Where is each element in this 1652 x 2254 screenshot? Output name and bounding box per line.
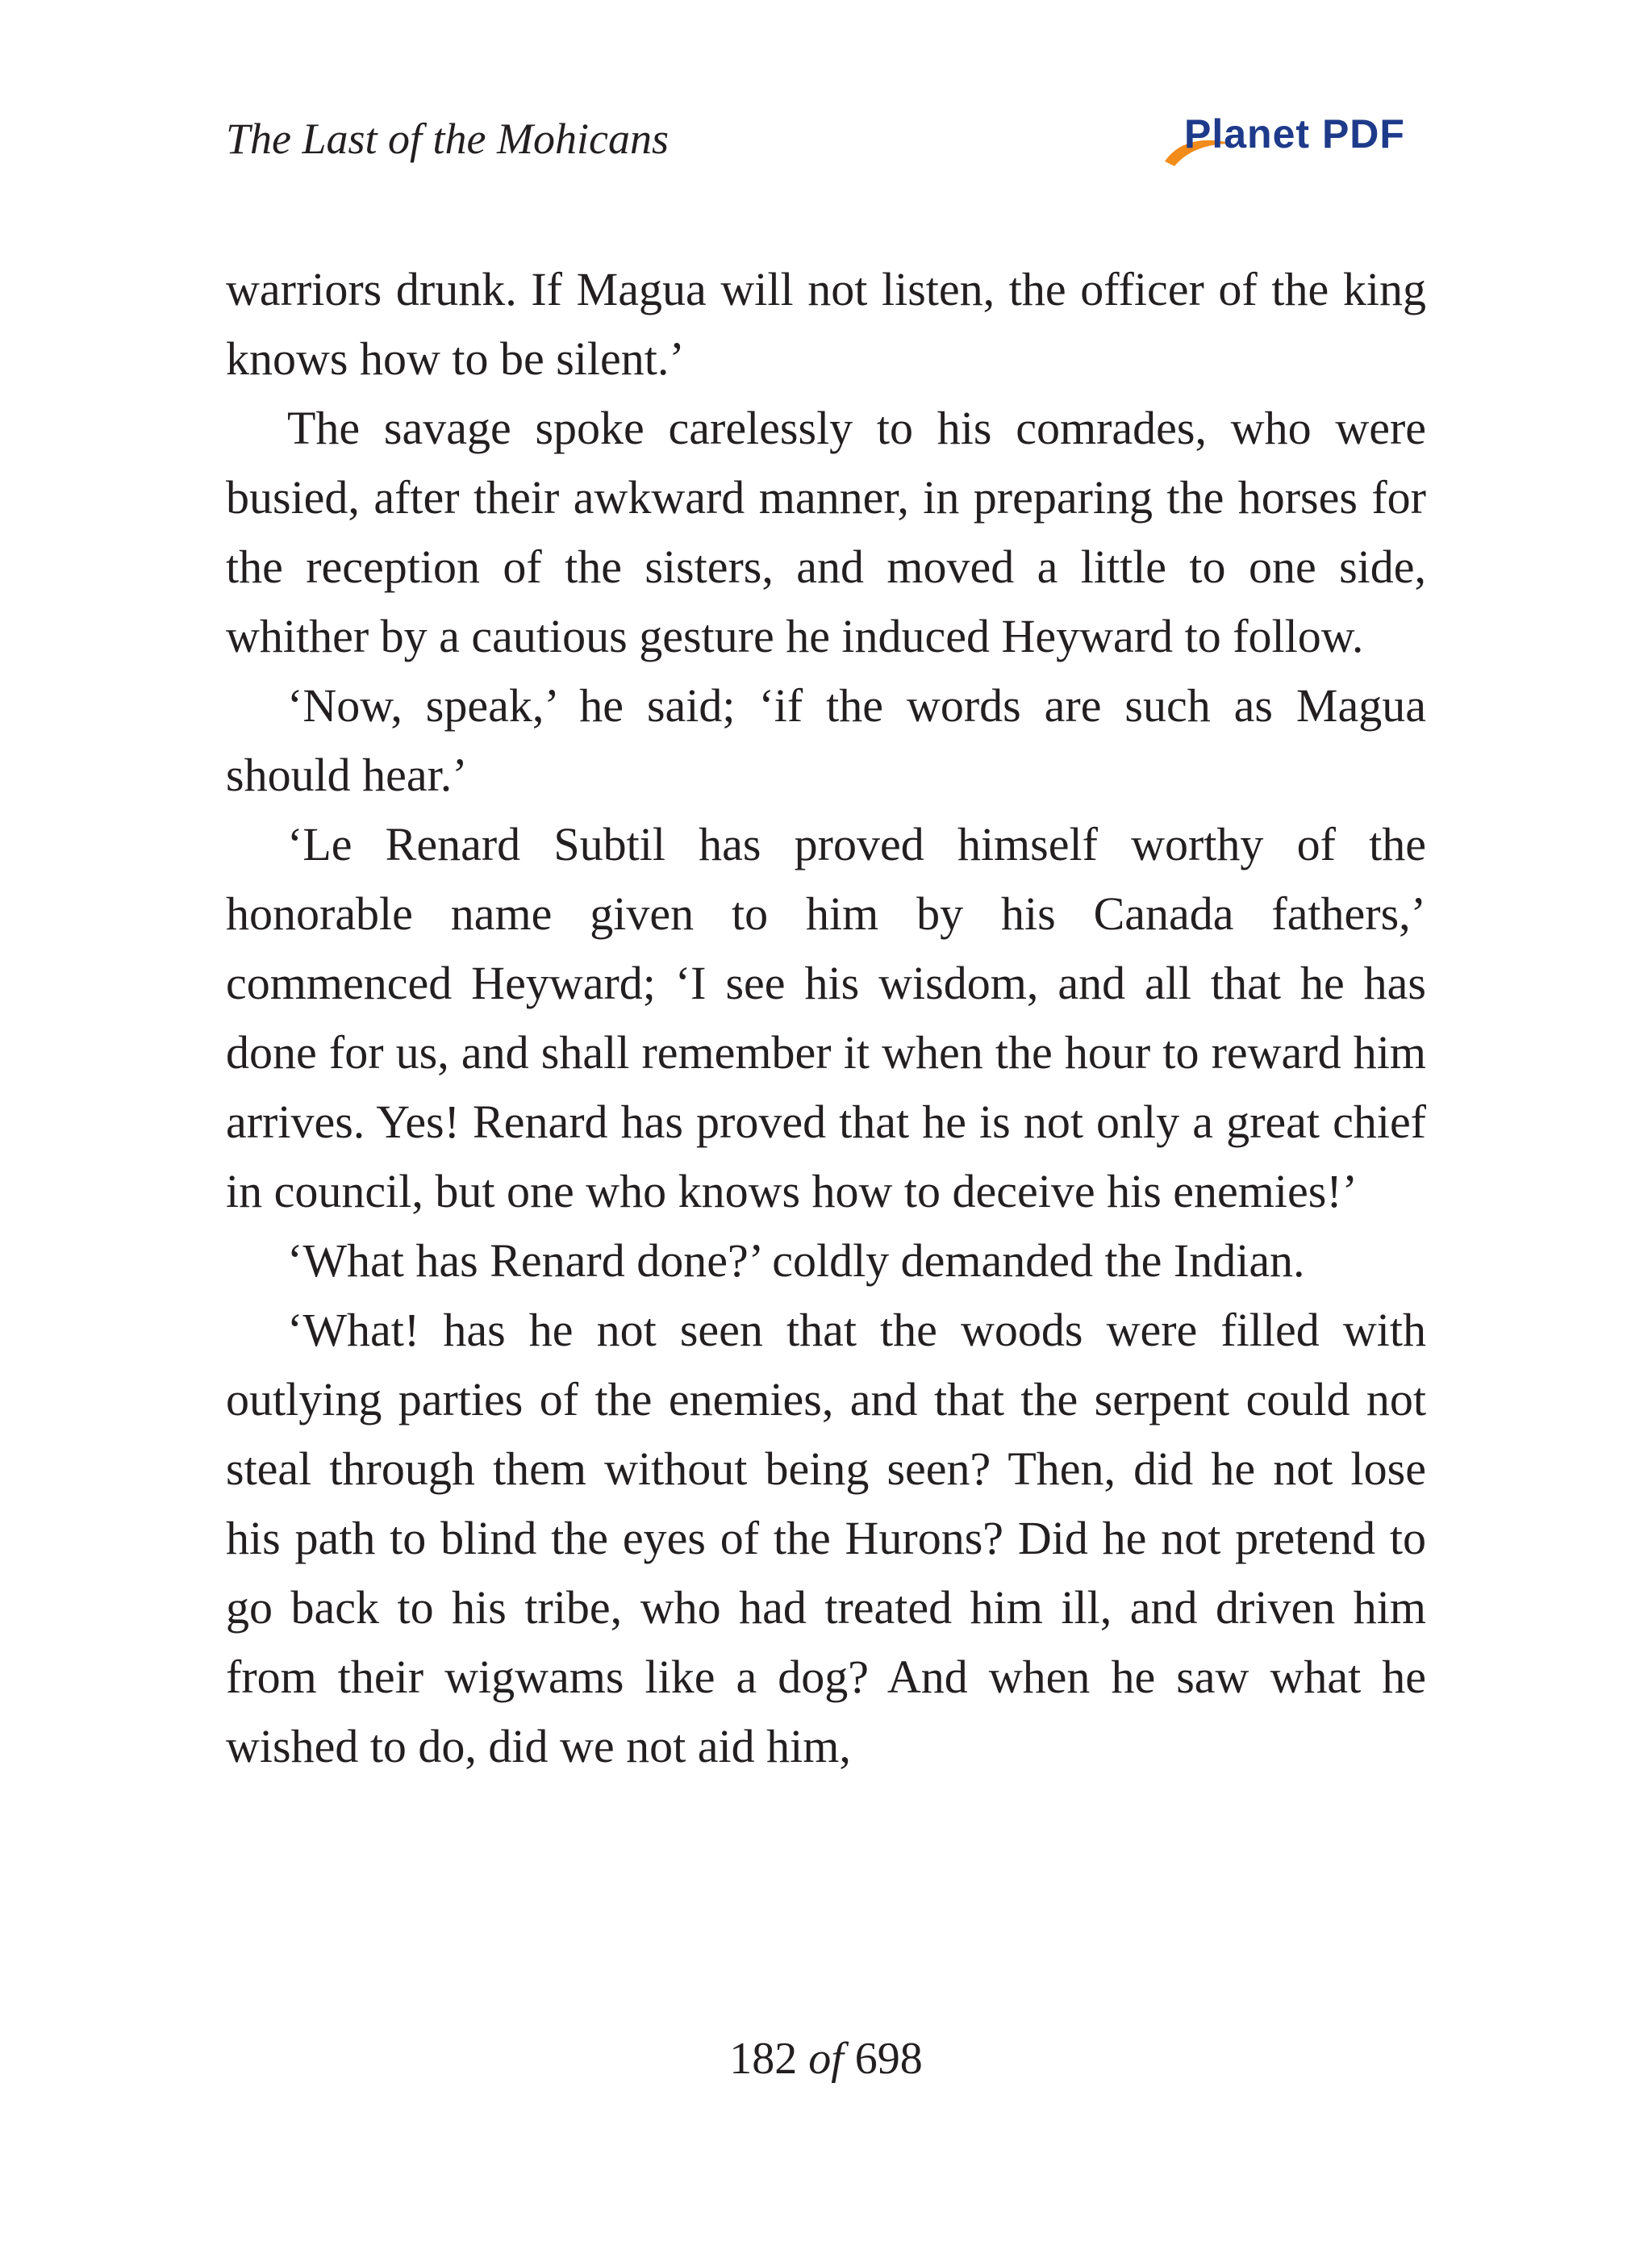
paragraph-1: warriors drunk. If Magua will not listen, the officer of the king knows how to be silent.’: [226, 263, 1426, 385]
paragraph-5: ‘What has Renard done?’ coldly demanded the Indian.: [287, 1234, 1305, 1287]
running-book-title: The Last of the Mohicans: [226, 115, 669, 163]
page-body: [226, 255, 1426, 1781]
page-of-label: of: [808, 2034, 844, 2084]
paragraph-2: The savage spoke carelessly to his comrades, who were busied, after their awkward manner, in preparing the horses for the reception of the sisters, and moved a little to one side, whither by a cautious gesture he induced Heyward to follow.: [226, 402, 1426, 662]
paragraph-6: ‘What! has he not seen that the woods were filled with outlying parties of the enemies, and that the serpent could not steal through them without being seen? Then, did he not lose his path to blind the eyes of the Hurons? Did he not pretend to go back to his tribe, who had treated him ill, and driven him from their wigwams like a dog? And when he saw what he wished to do, did we not aid him,: [226, 1304, 1426, 1772]
planet-pdf-logo: [1158, 103, 1416, 176]
current-page-number: 182: [729, 2034, 798, 2084]
paragraph-3: ‘Now, speak,’ he said; ‘if the words are such as Magua should hear.’: [226, 679, 1426, 801]
total-page-count: 698: [854, 2034, 923, 2084]
paragraph-4: ‘Le Renard Subtil has proved himself worthy of the honorable name given to him by his Canada fathers,’ commenced Heyward; ‘I see his wisdom, and all that he has done for us, and shall remember it when the hour to reward him arrives. Yes! Renard has proved that he is not only a great chief in council, but one who knows how to deceive his enemies!’: [226, 818, 1426, 1217]
logo-text: Planet PDF: [1184, 111, 1405, 157]
page-header: [226, 103, 1426, 184]
page-number: [0, 2027, 1652, 2091]
